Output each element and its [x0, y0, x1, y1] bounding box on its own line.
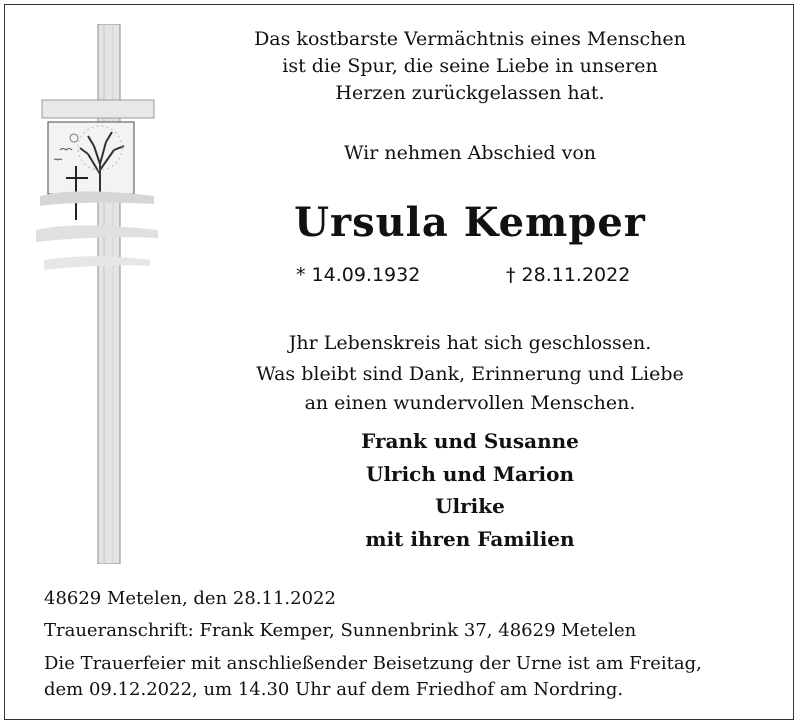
death-date: † 28.11.2022 — [506, 264, 631, 286]
family-line-3: Ulrike — [435, 494, 505, 518]
poem-line-2: Was bleibt sind Dank, Erinnerung und Liebe — [256, 363, 684, 385]
mourning-address: Traueranschrift: Frank Kemper, Sunnenbrink 37, 48629 Metelen — [44, 620, 637, 641]
birth-date: * 14.09.1932 — [296, 264, 421, 286]
place-date: 48629 Metelen, den 28.11.2022 — [44, 588, 336, 609]
family-line-4: mit ihren Familien — [365, 527, 575, 551]
intro-line-2: ist die Spur, die seine Liebe in unseren — [282, 55, 658, 77]
poem-line-1: Jhr Lebenskreis hat sich geschlossen. — [288, 332, 652, 354]
deceased-name: Ursula Kemper — [294, 199, 646, 246]
intro-line-3: Herzen zurückgelassen hat. — [335, 82, 605, 104]
intro-line-1: Das kostbarste Vermächtnis eines Menschen — [254, 28, 686, 50]
poem-line-3: an einen wundervollen Menschen. — [304, 392, 636, 414]
family-line-2: Ulrich und Marion — [366, 462, 574, 486]
ceremony-info-line-2: dem 09.12.2022, um 14.30 Uhr auf dem Friedhof am Nordring. — [44, 679, 624, 700]
ceremony-info-line-1: Die Trauerfeier mit anschließender Beisetzung der Urne ist am Freitag, — [44, 653, 702, 674]
cross-tree-illustration — [30, 24, 160, 564]
family-line-1: Frank und Susanne — [361, 429, 579, 453]
farewell-text: Wir nehmen Abschied von — [343, 142, 597, 164]
